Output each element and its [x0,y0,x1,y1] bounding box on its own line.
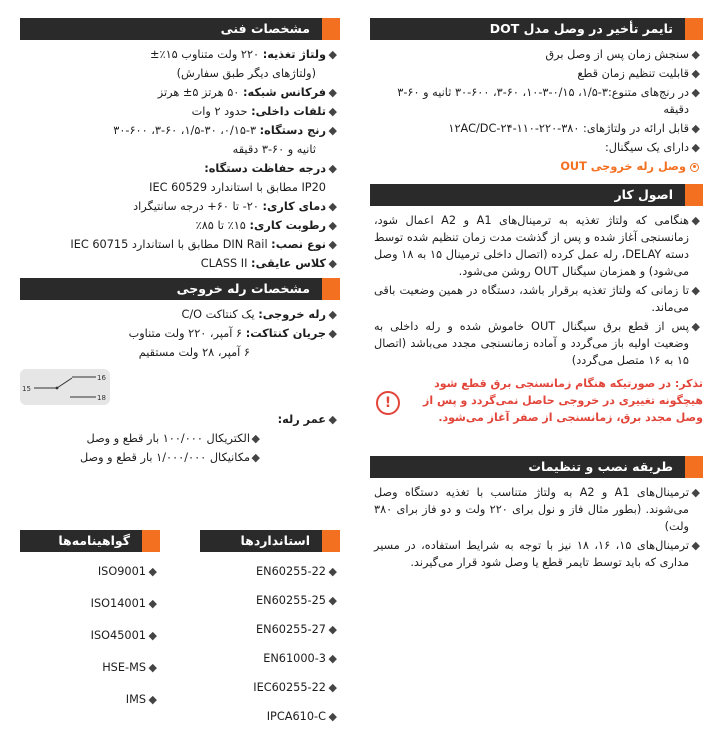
bullet-icon: ◆ [328,124,337,137]
header-accent [322,530,340,552]
list-item: ◆ ترمینال‌های ۱۵، ۱۶، ۱۸ نیز با توجه به شرایط استفاده، در مسیر مداری که باید توسط تایمر قطع یا وصل شود قرار می‌گیرند. [374,539,700,569]
list-item: ◆ EN60255-25 [256,594,337,607]
certificates-title: گواهینامه‌ها [58,533,130,548]
terminal-16-label: 16 [97,374,106,382]
list-item: ◆ قابل ارائه در ولتاژهای: ۱۲AC/DC-۲۴-۱۱۰-۲۲۰-۳۸۰ [448,122,700,135]
bullet-icon: ◆ [148,597,157,610]
timer-title: تایمر تأخیر در وصل مدل DOT [489,21,673,36]
relay-list [20,306,340,466]
relay-life: ◆ عمر رله: [277,413,337,426]
install-header [370,456,703,478]
contact-diagram-svg [20,369,110,405]
spec-class: ◆ کلاس عایقی: CLASS II [200,257,337,270]
bullet-icon: ◆ [328,681,337,694]
bullet-icon: ◆ [328,327,337,340]
bullet-icon: ◆ [328,623,337,636]
list-item: ◆ EN60255-22 [256,565,337,578]
spec-mount: ◆ نوع نصب: DIN Rail مطابق با استاندارد IEC 60715 [70,238,337,251]
certificates-list [20,560,160,711]
principle-title: اصول کار [614,187,673,202]
list-item: ◆ IEC60255-22 [253,681,337,694]
relay-header [20,278,340,300]
exclamation-icon: ! [376,391,400,415]
header-accent [322,278,340,300]
bullet-icon: ◆ [148,629,157,642]
bullet-icon: ◆ [148,661,157,674]
spec-humidity: ◆ رطوبت کاری: ۱۵٪ تا ۸۵٪ [195,219,337,232]
list-item: ◆ قابلیت تنظیم زمان قطع [577,67,700,80]
list-item: ◆ دارای یک سیگنال: [604,141,700,154]
terminal-15-label: 15 [22,385,31,393]
spec-voltage: ◆ ولتاژ تغذیه: ۲۲۰ ولت متناوب ۱۵٪± [150,48,337,61]
bullet-icon: ◆ [328,413,337,426]
list-item: ◆ سنجش زمان پس از وصل برق [545,48,700,61]
principle-header [370,184,703,206]
switch-arm [57,378,72,388]
bullet-icon: ◆ [148,693,157,706]
signal-item: وصل رله خروجی OUT [370,158,703,175]
list-item: ◆ ISO14001 [90,597,157,610]
spec-temp: ◆ دمای کاری: ۲۰- تا ۶۰+ درجه سانتیگراد [133,200,337,213]
spec-ip: ◆ درجه حفاظت دستگاه: [204,162,337,175]
relay-title: مشخصات رله خروجی [176,281,310,296]
list-item: ◆ در رنج‌های متنوع:۳-۱/۵، ۰/۱۵-۳-۱۰، ۶۰-۳، ۶۰۰-۳۰ ثانیه و ۶۰-۳ دقیقه [397,86,700,116]
certificates-header [20,530,160,552]
specs-header [20,18,340,40]
timer-features [370,46,703,175]
list-item: ◆ ترمینال‌های A1 و A2 به ولتاژ متناسب با تغذیه دستگاه وصل می‌شوند. (بطور مثال فاز و نول برای ۲۲۰ ولت و دو فاز برای ۳۸۰ ولت) [374,486,700,533]
bullet-icon: ◆ [328,565,337,578]
bullet-icon: ◆ [328,162,337,175]
spec-range: ◆ رنج دستگاه: ۳-۰/۱۵، ۳۰-۱/۵، ۶۰-۳، ۶۰۰-۳۰ [113,124,337,137]
left-column [20,18,340,468]
spec-voltage-note: (ولتاژهای دیگر طبق سفارش) [176,67,316,80]
bullet-icon: ◆ [328,219,337,232]
install-list [370,484,703,571]
list-item: ◆ ISO45001 [90,629,157,642]
bullet-icon: ◆ [251,432,260,445]
relay-current: ◆ جریان کنتاکت: ۶ آمپر، ۲۲۰ ولت متناوب [128,327,337,340]
header-accent [685,184,703,206]
bullet-icon: ◆ [691,486,700,499]
list-item: ◆ تا زمانی که ولتاژ تغذیه برقرار باشد، دستگاه در همین وضعیت باقی می‌ماند. [374,284,700,314]
bullet-icon: ◆ [328,652,337,665]
relay-current-note: ۶ آمپر، ۲۸ ولت مستقیم [138,346,250,359]
specs-title: مشخصات فنی [220,21,310,36]
list-item: ◆ EN61000-3 [263,652,337,665]
bullet-icon: ◆ [691,67,700,80]
spec-frequency: ◆ فرکانس شبکه: ۵۰ هرتز ۵± هرتز [157,86,337,99]
bullet-icon: ◆ [328,257,337,270]
list-item: ◆ EN60255-27 [256,623,337,636]
relay-life-mechanical: ◆ مکانیکال ۱/۰۰۰/۰۰۰ بار قطع و وصل [79,451,260,464]
header-accent [685,456,703,478]
list-item: ◆ IMS [125,693,157,706]
list-item: ◆ HSE-MS [102,661,157,674]
list-item: ◆ هنگامی که ولتاژ تغذیه به ترمینال‌های A1 و A2 اعمال شود، زمانسنجی آغاز شده و پس از گذشت مدت زمان تنظیم شده توسط دسته DELAY، رله عمل کرده (اتصال داخلی ترمینال ۱۵ به ۱۸ وصل می‌شود) و همزمان سیگنال OUT روشن می‌شود. [374,214,700,278]
bullet-icon: ◆ [328,48,337,61]
bullet-icon: ◆ [251,451,260,464]
bullet-icon: ◆ [328,594,337,607]
terminal-18-label: 18 [97,394,106,402]
bullet-icon: ◆ [691,122,700,135]
list-item: ◆ IPCA610-C [266,710,337,723]
standards-header [200,530,340,552]
specs-list [20,46,340,272]
relay-life-electrical: ◆ الکتریکال ۱۰۰/۰۰۰ بار قطع و وصل [86,432,260,445]
standards-certificates [20,530,340,730]
header-accent [142,530,160,552]
bullet-icon: ◆ [691,48,700,61]
certificates-section [20,530,160,720]
spec-loss: ◆ تلفات داخلی: حدود ۲ وات [191,105,337,118]
standards-list [200,560,340,728]
bullet-icon: ◆ [691,214,700,227]
right-column [370,18,703,573]
bullet-icon: ◆ [328,238,337,251]
bullet-icon: ◆ [328,710,337,723]
header-accent [685,18,703,40]
list-item: ◆ ISO9001 [97,565,157,578]
bullet-icon: ◆ [328,86,337,99]
bullet-icon: ◆ [691,141,700,154]
contact-diagram [20,369,110,405]
list-item: ◆ پس از قطع برق سیگنال OUT خاموش شده و رله داخلی به وضعیت اولیه باز می‌گردد و آماده زمانسنجی مجدد می‌باشد (اتصال ۱۵ به ۱۶ متصل می‌گردد) [374,320,700,367]
bullet-icon: ◆ [691,320,700,333]
bullet-icon: ◆ [691,539,700,552]
bullet-icon: ◆ [691,284,700,297]
standards-section [200,530,340,734]
bullet-icon: ◆ [328,308,337,321]
install-title: طریقه نصب و تنظیمات [528,459,673,474]
header-accent [322,18,340,40]
target-circle-icon [690,163,699,172]
bullet-icon: ◆ [691,86,700,99]
timer-header [370,18,703,40]
relay-output: ◆ رله خروجی: یک کنتاکت C/O [181,308,337,321]
bullet-icon: ◆ [148,565,157,578]
bullet-icon: ◆ [328,105,337,118]
spec-ip-value: IP20 مطابق با استاندارد IEC 60529 [149,181,326,194]
warning-note: ! تذکر: در صورتیکه هنگام زمانسنجی برق قطع شود هیچگونه تغییری در خروجی حاصل نمی‌گردد و پس از وصل مجدد برق، زمانسنجی از صفر آغاز می‌شود. [370,375,703,426]
standards-title: استانداردها [240,533,310,548]
spec-range-note: ثانیه و ۶۰-۳ دقیقه [232,143,316,156]
principle-list [370,212,703,426]
bullet-icon: ◆ [328,200,337,213]
